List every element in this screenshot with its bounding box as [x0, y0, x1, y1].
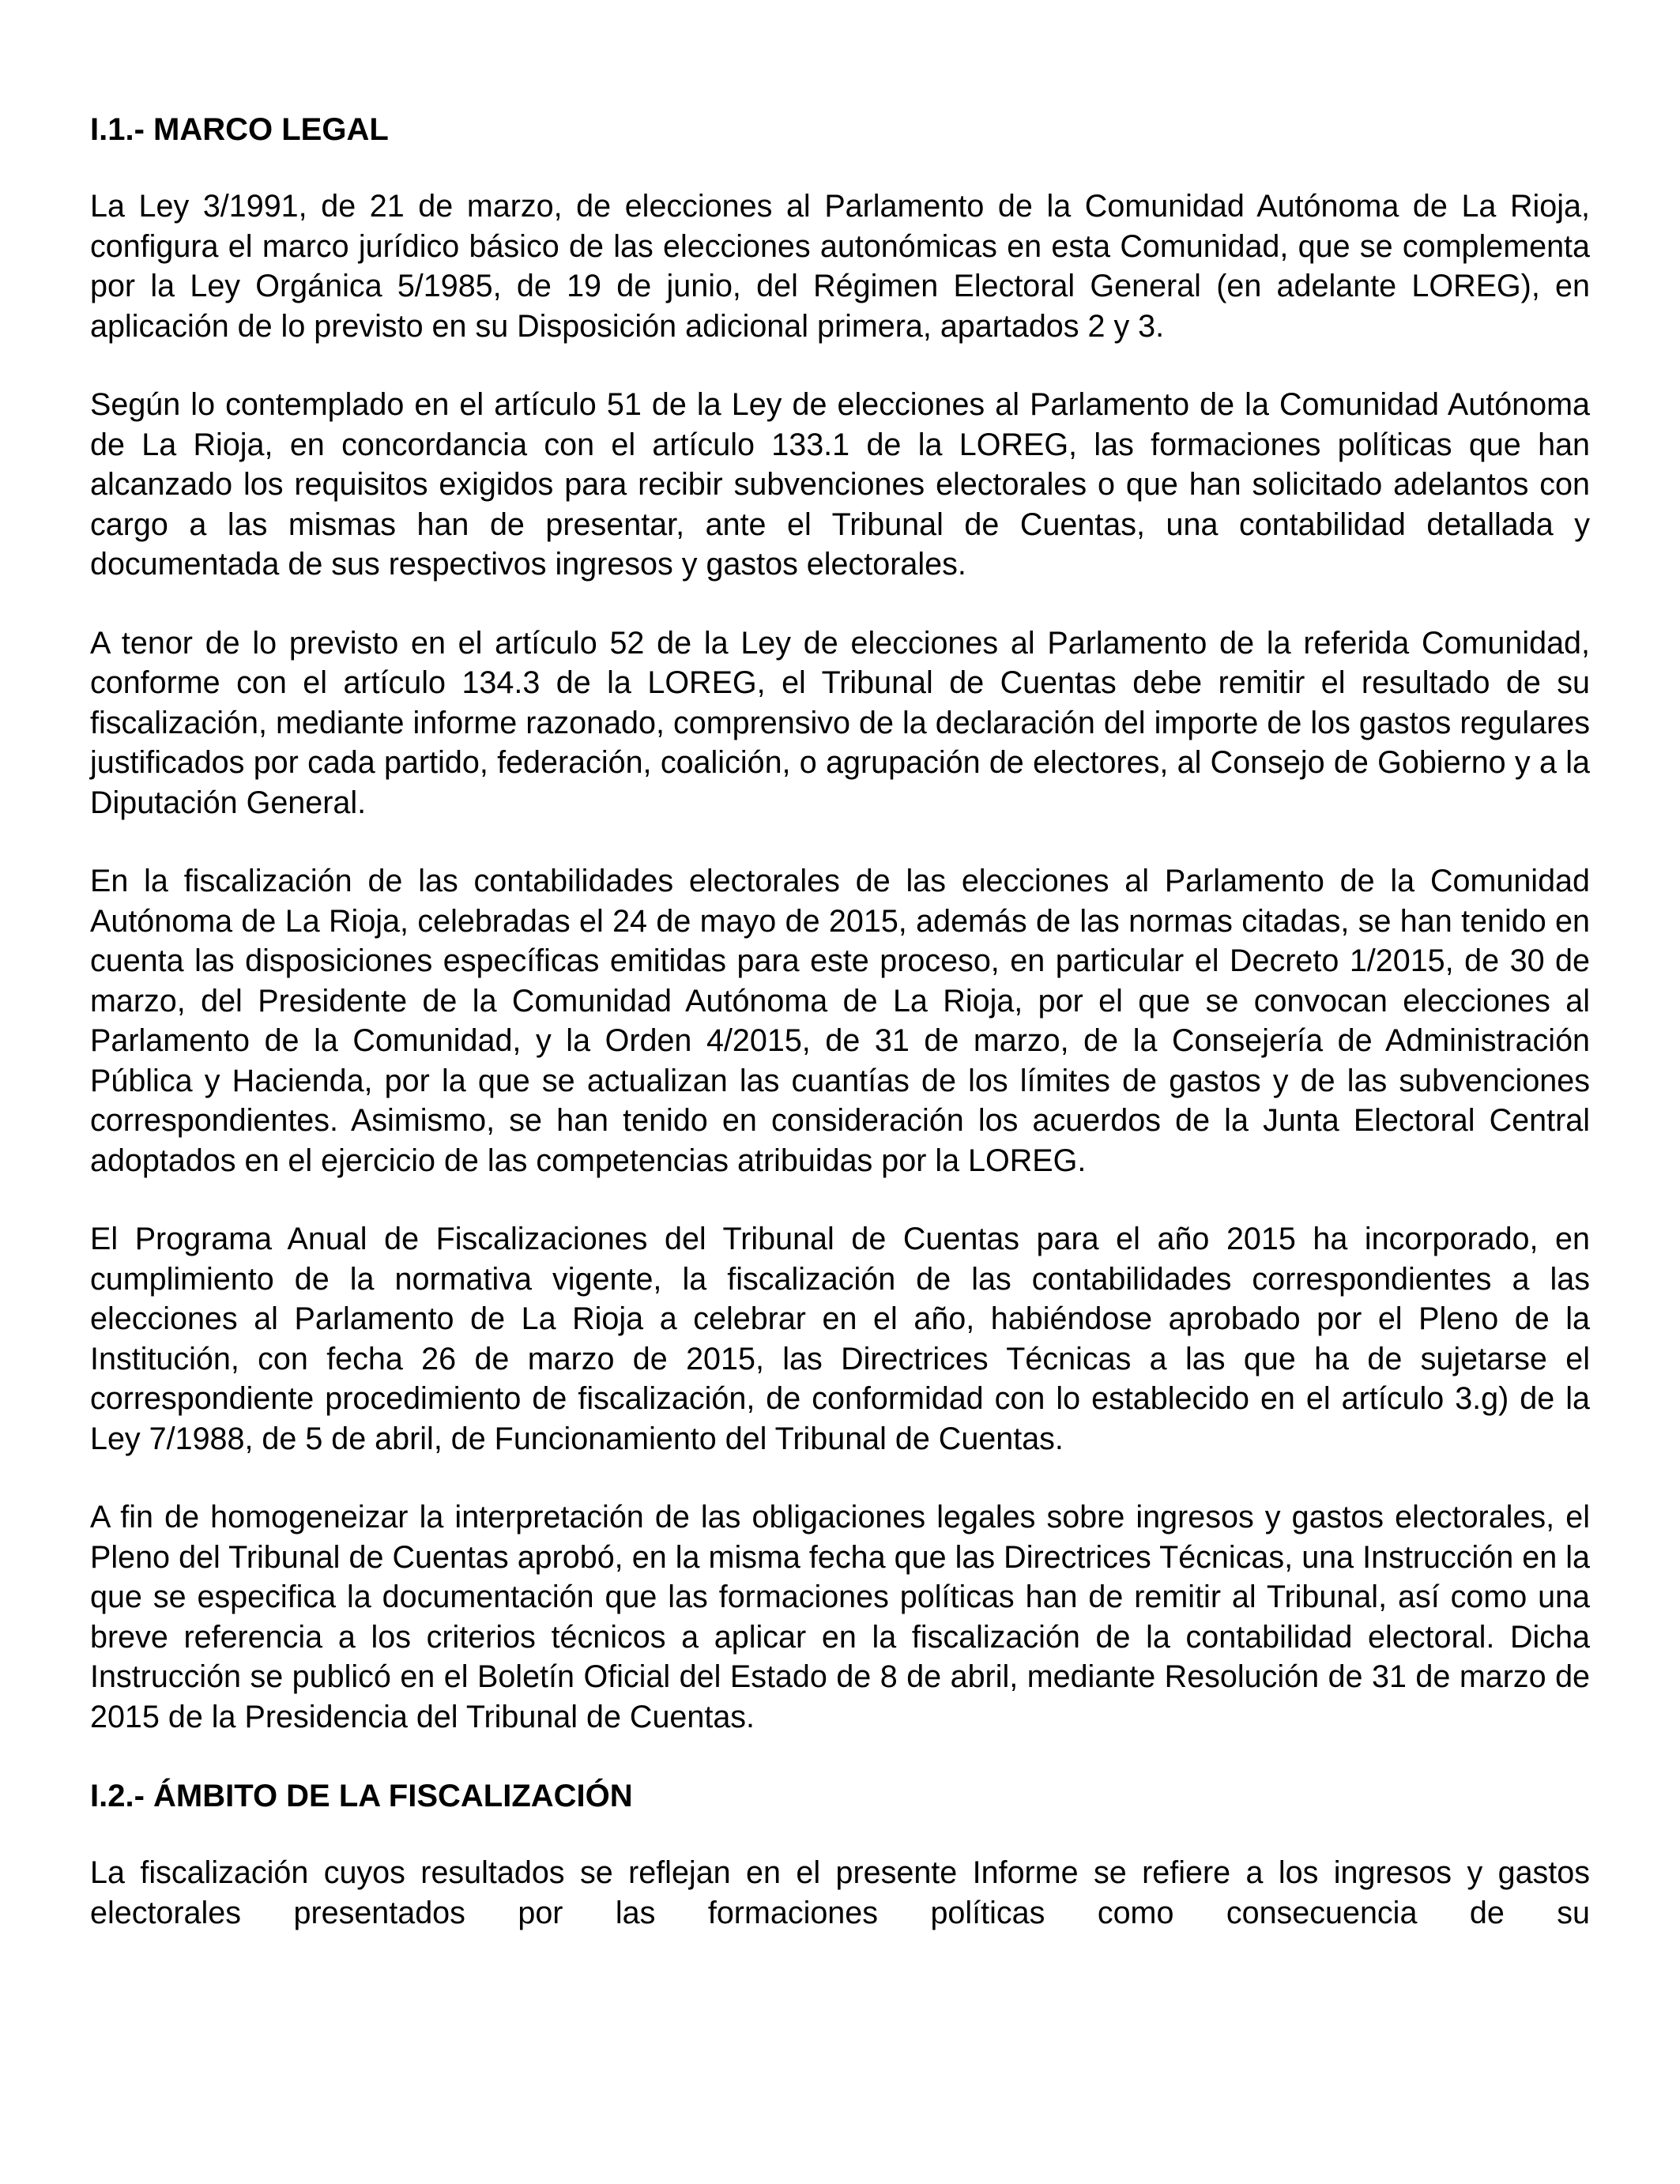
paragraph-ambito: La fiscalización cuyos resultados se reflejan en el presente Informe se refiere a los ingresos y gastos electorales presentados por las formaciones políticas como consecuencia de su: [90, 1855, 1590, 1930]
paragraph-articulo-52: A tenor de lo previsto en el artículo 52 de la Ley de elecciones al Parlamento de la referida Comunidad, conforme con el artículo 134.3 de la LOREG, el Tribunal de Cuentas debe remitir el resultado de su fiscalización, mediante informe razonado, comprensivo de la declaración del importe de los gastos regulares justificados por cada partido, federación, coalición, o agrupación de electores, al Consejo de Gobierno y a la Diputación General.: [90, 625, 1590, 820]
paragraph-instruccion: A fin de homogeneizar la interpretación de las obligaciones legales sobre ingresos y gastos electorales, el Pleno del Tribunal de Cuentas aprobó, en la misma fecha que las Directrices Técnicas, una Instrucción en la que se especifica la documentación que las formaciones políticas han de remitir al Tribunal, así como una breve referencia a los criterios técnicos a aplicar en la fiscalización de la contabilidad electoral. Dicha Instrucción se publicó en el Boletín Oficial del Estado de 8 de abril, mediante Resolución de 31 de marzo de 2015 de la Presidencia del Tribunal de Cuentas.: [90, 1500, 1590, 1734]
paragraph-ley-3-1991: La Ley 3/1991, de 21 de marzo, de elecciones al Parlamento de la Comunidad Autónoma de La Rioja, configura el marco jurídico básico de las elecciones autonómicas en esta Comunidad, que se complementa por la Ley Orgánica 5/1985, de 19 de junio, del Régimen Electoral General (en adelante LOREG), en aplicación de lo previsto en su Disposición adicional primera, apartados 2 y 3.: [90, 189, 1590, 344]
paragraph-normas-aplicables: En la fiscalización de las contabilidades electorales de las elecciones al Parlamento de la Comunidad Autónoma de La Rioja, celebradas el 24 de mayo de 2015, además de las normas citadas, se han tenido en cuenta las disposiciones específicas emitidas para este proceso, en particular el Decreto 1/2015, de 30 de marzo, del Presidente de la Comunidad Autónoma de La Rioja, por el que se convocan elecciones al Parlamento de la Comunidad, y la Orden 4/2015, de 31 de marzo, de la Consejería de Administración Pública y Hacienda, por la que se actualizan las cuantías de los límites de gastos y de las subvenciones correspondientes. Asimismo, se han tenido en consideración los acuerdos de la Junta Electoral Central adoptados en el ejercicio de las competencias atribuidas por la LOREG.: [90, 864, 1590, 1178]
section-heading-marco-legal: I.1.- MARCO LEGAL: [90, 112, 389, 147]
paragraph-programa-anual: El Programa Anual de Fiscalizaciones del Tribunal de Cuentas para el año 2015 ha incorporado, en cumplimiento de la normativa vigente, la fiscalización de las contabilidades correspondientes a las elecciones al Parlamento de La Rioja a celebrar en el año, habiéndose aprobado por el Pleno de la Institución, con fecha 26 de marzo de 2015, las Directrices Técnicas a las que ha de sujetarse el correspondiente procedimiento de fiscalización, de conformidad con lo establecido en el artículo 3.g) de la Ley 7/1988, de 5 de abril, de Funcionamiento del Tribunal de Cuentas.: [90, 1222, 1590, 1456]
document-page: [90, 109, 1590, 1933]
paragraph-articulo-51: Según lo contemplado en el artículo 51 de la Ley de elecciones al Parlamento de la Comunidad Autónoma de La Rioja, en concordancia con el artículo 133.1 de la LOREG, las formaciones políticas que han alcanzado los requisitos exigidos para recibir subvenciones electorales o que han solicitado adelantos con cargo a las mismas han de presentar, ante el Tribunal de Cuentas, una contabilidad detallada y documentada de sus respectivos ingresos y gastos electorales.: [90, 387, 1590, 582]
section-heading-ambito-fiscalizacion: I.2.- ÁMBITO DE LA FISCALIZACIÓN: [90, 1779, 633, 1813]
